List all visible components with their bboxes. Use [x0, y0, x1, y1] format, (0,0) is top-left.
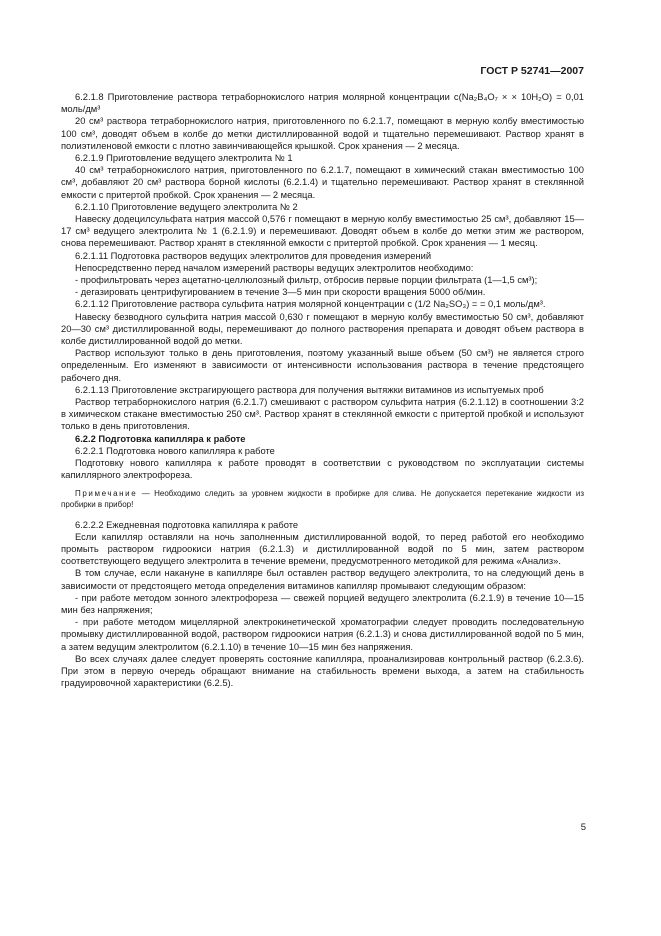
paragraph: Непосредственно перед началом измерений растворы ведущих электролитов необходимо: — [75, 262, 474, 273]
paragraph: Навеску додецилсульфата натрия массой 0,576 г помещают в мерную колбу вместимостью 25 см³, добавляют 15—17 см³ ведущего электролита № 1 (6.2.1.9) и перемешивают. Доводят объем в колбе до метки этим же раствором, снова перемешивают. Раствор хранят в стеклянной емкости с притертой пробкой. Срок хранения — 1 месяц. — [61, 214, 584, 249]
paragraph: Если капилляр оставляли на ночь заполненным дистиллированной водой, то перед работой его необходимо промыть раствором гидроокиси натрия (6.2.1.3) и дистиллированной водой по 5 мин, затем раствором соответствующего ведущего электролита в течение времени, предусмотренного методикой для режима «Анализ». — [61, 531, 584, 567]
list-item: - при работе методом зонного электрофореза — свежей порцией ведущего электролита (6.2.1.9) в течение 10—15 мин без напряжения; — [61, 592, 584, 615]
note-text: — Необходимо следить за уровнем жидкости в пробирке для слива. Не допускается перетекание жидкости из пробирки в прибор! — [61, 488, 584, 509]
paragraph: В том случае, если накануне в капилляре был оставлен раствор ведущего электролита, то на следующий день в зависимости от предстоящего метода определения витаминов капилляр промывают следующим образом: — [61, 568, 584, 591]
paragraph: Навеску безводного сульфита натрия массой 0,630 г помещают в мерную колбу вместимостью 50 см³, добавляют 20—30 см³ дистиллированной воды, перемешивают до полного растворения препарата и доводят объем раствора в колбе дистиллированной водой до метки. — [61, 311, 584, 347]
clause-6-2-2-1: 6.2.2.1 Подготовка нового капилляра к работе — [75, 445, 275, 456]
clause-6-2-1-13: 6.2.1.13 Приготовление экстрагирующего раствора для получения вытяжки витаминов из испытуемых проб — [75, 384, 544, 395]
clause-6-2-1-8: 6.2.1.8 Приготовление раствора тетраборнокислого натрия молярной концентрации c(Na₂B₄O₇ × × 10H₂O) = 0,01 моль/дм³ — [61, 92, 584, 115]
note-label: Примечание — [75, 488, 138, 498]
clause-6-2-1-9: 6.2.1.9 Приготовление ведущего электролита № 1 — [75, 153, 293, 164]
list-item: - при работе методом мицеллярной электрокинетической хроматографии следует проводить последовательную промывку дистиллированной водой, раствором гидроокиси натрия (6.2.1.3) и снова дистиллированной водой по 5 мин, а затем ведущим электролитом (6.2.1.10) в течение 10—15 мин без напряжения. — [61, 617, 584, 652]
list-item: - дегазировать центрифугированием в течение 3—5 мин при скорости вращения 5000 об/мин. — [75, 287, 486, 298]
paragraph: Подготовку нового капилляра к работе проводят в соответствии с руководством по эксплуатации системы капиллярного электрофореза. — [61, 458, 584, 481]
paragraph: Во всех случаях далее следует проверять состояние капилляра, проанализировав контрольный раствор (6.2.3.6). При этом в первую очередь обращают внимание на стабильность времени выхода, а затем на стабильность градуировочной характеристики (6.2.5). — [61, 653, 584, 689]
page-number: 5 — [580, 822, 586, 833]
document-header: ГОСТ Р 52741—2007 — [480, 65, 584, 77]
page-body — [61, 91, 584, 689]
paragraph: 20 см³ раствора тетраборнокислого натрия, приготовленного по 6.2.1.7, помещают в мерную колбу вместимостью 100 см³, доводят объем в колбе до метки дистиллированной водой и тщательно перемешивают. Раствор хранят в полиэтиленовой емкости с плотно завинчивающейся крышкой. Срок хранения — 2 месяца. — [61, 116, 584, 151]
clause-6-2-1-10: 6.2.1.10 Приготовление ведущего электролита № 2 — [75, 201, 298, 212]
clause-6-2-1-11: 6.2.1.11 Подготовка растворов ведущих электролитов для проведения измерений — [75, 250, 432, 261]
section-heading-6-2-2: 6.2.2 Подготовка капилляра к работе — [75, 433, 246, 444]
clause-6-2-2-2: 6.2.2.2 Ежедневная подготовка капилляра к работе — [75, 519, 299, 530]
note — [61, 488, 584, 511]
paragraph: Раствор используют только в день приготовления, поэтому указанный выше объем (50 см³) не является строго определенным. Его изменяют в зависимости от интенсивности использования раствора в течение предстоящего рабочего дня. — [61, 348, 584, 383]
list-item: - профильтровать через ацетатно-целлюлозный фильтр, отбросив первые порции фильтрата (1—1,5 см³); — [75, 275, 538, 286]
clause-6-2-1-12: 6.2.1.12 Приготовление раствора сульфита натрия молярной концентрации c (1/2 Na₂SO₃) = = 0,1 моль/дм³. — [75, 299, 546, 310]
paragraph: Раствор тетраборнокислого натрия (6.2.1.7) смешивают с раствором сульфита натрия (6.2.1.12) в соотношении 3:2 в химическом стакане вместимостью 250 см³. Раствор хранят в стеклянной емкости с притертой пробкой и используют только в день приготовления. — [61, 397, 584, 432]
paragraph: 40 см³ тетраборнокислого натрия, приготовленного по 6.2.1.7, помещают в химический стакан вместимостью 100 см³, добавляют 20 см³ раствора борной кислоты (6.2.1.4) и тщательно перемешивают. Раствор хранят в стеклянной емкости с притертой пробкой. Срок хранения — 2 месяца. — [61, 165, 584, 200]
